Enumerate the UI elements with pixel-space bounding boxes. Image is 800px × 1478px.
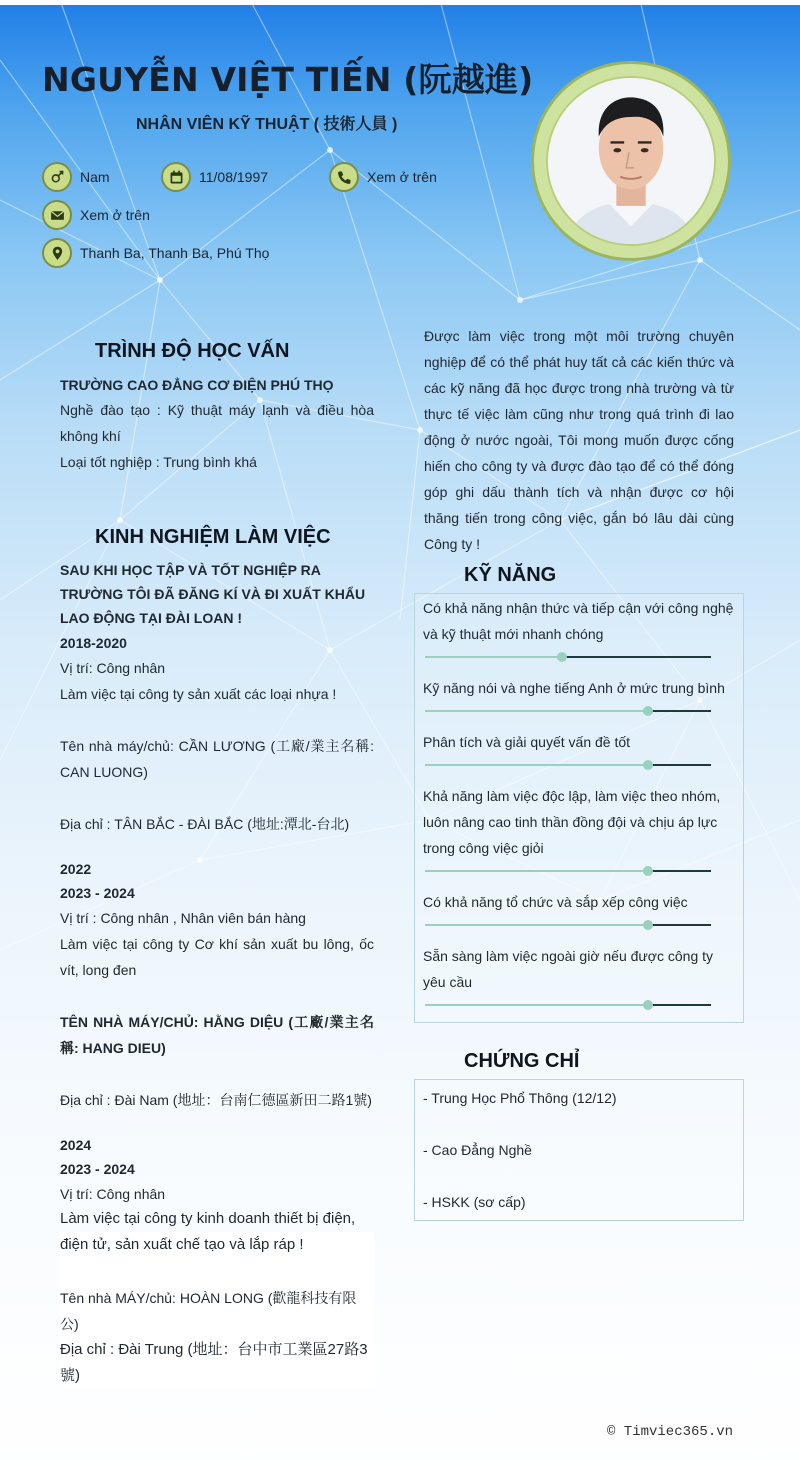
skill-bar (425, 924, 711, 926)
skill-bar (425, 656, 711, 658)
skill-item: Có khả năng nhận thức và tiếp cận với công nghệ và kỹ thuật mới nhanh chóng (423, 600, 734, 642)
email-row (42, 200, 150, 230)
mail-icon (42, 200, 72, 230)
skill-bar (425, 764, 711, 766)
job3-description: Làm việc tại công ty kinh doanh thiết bị điện, điện tử, sản xuất chế tạo và lắp ráp ! (60, 1210, 356, 1253)
job1-description: Làm việc tại công ty sản xuất các loại nhựa ! (60, 686, 337, 702)
portrait-photo (548, 78, 714, 244)
avatar (546, 76, 716, 246)
avatar-frame (531, 61, 731, 261)
footer-copyright: © Timviec365.vn (607, 1424, 734, 1440)
birthday-row (161, 162, 268, 192)
phone-value: Xem ở trên (367, 169, 437, 185)
job3-position: Vị trí: Công nhân (60, 1186, 166, 1202)
job1-period: 2018-2020 (60, 635, 127, 651)
job2-description: Làm việc tại công ty Cơ khí sản xuất bu lông, ốc vít, long đen (60, 936, 374, 978)
email-value: Xem ở trên (80, 207, 150, 223)
phone-icon (329, 162, 359, 192)
job2-address: Địa chỉ : Đài Nam (地址：台南仁德區新田二路1號) (60, 1092, 372, 1108)
job2-position: Vị trí : Công nhân , Nhân viên bán hàng (60, 910, 306, 926)
career-objective: Được làm việc trong một môi trường chuyên nghiệp để có thể phát huy tất cả các kiến thức và các kỹ năng đã học được trong nhà trường và từ thực tế việc làm cũng như trong quá trình đi lao động ở nước ngoài, Tôi mong muốn được cống hiến cho công ty và được đào tạo để có thể đóng góp ghi dấu thành tích và nhận được cơ hội thăng tiến trong công việc, gắn bó lâu dài cùng Công ty ! (424, 328, 734, 552)
experience-intro: SAU KHI HỌC TẬP VÀ TỐT NGHIỆP RA TRƯỜNG TÔI ĐÃ ĐĂNG KÍ VÀ ĐI XUẤT KHẨU LAO ĐỘNG TẠI ĐÀI LOAN ! (60, 562, 366, 626)
skill-item: Phân tích và giải quyết vấn đề tốt (423, 734, 631, 750)
skill-item: Có khả năng tổ chức và sắp xếp công việc (423, 894, 688, 910)
education-major: Nghề đào tạo : Kỹ thuật máy lạnh và điều hòa không khí (60, 402, 374, 444)
education-title: TRÌNH ĐỘ HỌC VẤN (95, 340, 290, 362)
education-school: TRƯỜNG CAO ĐẲNG CƠ ĐIỆN PHÚ THỌ (60, 377, 334, 393)
skill-bar (425, 1004, 711, 1006)
certificates-box (414, 1079, 744, 1221)
address-value: Thanh Ba, Thanh Ba, Phú Thọ (80, 245, 270, 261)
job3-year: 2024 (60, 1137, 92, 1153)
address-row (42, 238, 269, 268)
job2-year: 2022 (60, 861, 92, 877)
calendar-icon (161, 162, 191, 192)
certificate-item: - HSKK (sơ cấp) (423, 1194, 526, 1210)
phone-row (329, 162, 437, 192)
certificates-title: CHỨNG CHỈ (464, 1050, 580, 1072)
skill-item: Khả năng làm việc độc lập, làm việc theo nhóm, luôn nâng cao tinh thần đồng đội và chịu áp lực trong công việc giỏi (423, 788, 721, 856)
birthday-value: 11/08/1997 (199, 169, 269, 185)
skill-item: Sẵn sàng làm việc ngoài giờ nếu được công ty yêu cầu (423, 948, 714, 990)
gender-icon (42, 162, 72, 192)
job3-address: Địa chỉ : Đài Trung (地址：台中市工業區27路3號) (60, 1341, 368, 1384)
experience-title: KINH NGHIỆM LÀM VIỆC (95, 526, 331, 548)
location-pin-icon (42, 238, 72, 268)
job-title: NHÂN VIÊN KỸ THUẬT ( 技術人員 ) (136, 116, 398, 133)
job2-period: 2023 - 2024 (60, 885, 135, 901)
job3-factory: Tên nhà MÁY/chủ: HOÀN LONG (歡龍科技有限公) (60, 1290, 357, 1332)
job3-period: 2023 - 2024 (60, 1161, 135, 1177)
skill-bar (425, 710, 711, 712)
certificate-item: - Cao Đẳng Nghề (423, 1142, 532, 1158)
certificate-item: - Trung Học Phổ Thông (12/12) (423, 1090, 617, 1106)
job1-factory: Tên nhà máy/chủ: CẦN LƯƠNG (工廠/業主名稱: CAN LUONG) (60, 738, 374, 780)
gender-row (42, 162, 110, 192)
job2-factory: TÊN NHÀ MÁY/CHỦ: HẰNG DIỆU (工廠/業主名稱: HANG DIEU) (60, 1014, 374, 1056)
skill-bar (425, 870, 711, 872)
skills-box (414, 593, 744, 1023)
candidate-name: NGUYỄN VIỆT TIẾN (阮越進) (42, 60, 534, 99)
top-edge (0, 0, 800, 5)
job1-address: Địa chỉ : TÂN BẮC - ĐÀI BẮC (地址:潭北-台北) (60, 816, 350, 832)
skills-title: KỸ NĂNG (464, 564, 557, 586)
skill-item: Kỹ năng nói và nghe tiếng Anh ở mức trung bình (423, 680, 725, 696)
gender-value: Nam (80, 169, 110, 185)
education-grade: Loại tốt nghiệp : Trung bình khá (60, 454, 257, 470)
job1-position: Vị trí: Công nhân (60, 660, 166, 676)
